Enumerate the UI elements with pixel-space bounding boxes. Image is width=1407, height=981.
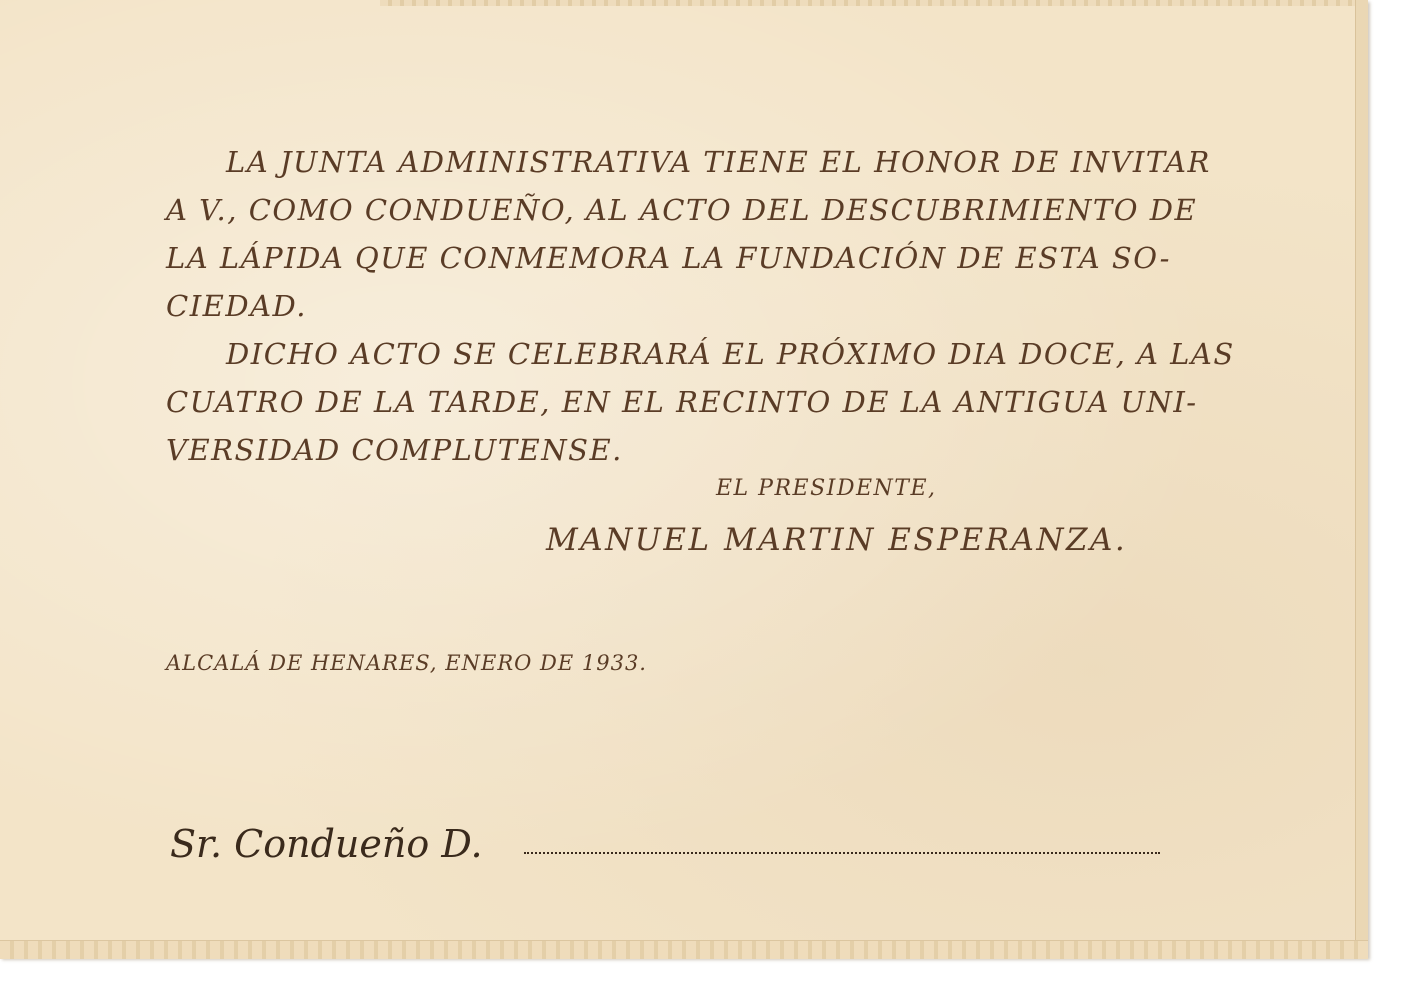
president-name: MANUEL MARTIN ESPERANZA. — [546, 522, 1128, 558]
paragraph2-line2: CUATRO DE LA TARDE, EN EL RECINTO DE LA ANTIGUA UNI- — [166, 385, 1198, 419]
place-date: ALCALÁ DE HENARES, ENERO DE 1933. — [166, 651, 647, 675]
recipient-label: Sr. Condueño D. — [170, 822, 483, 866]
card-deckle-edge-top — [380, 0, 1368, 6]
paragraph1-line3: LA LÁPIDA QUE CONMEMORA LA FUNDACIÓN DE ESTA SO- — [166, 241, 1171, 275]
recipient-name-dotted-line — [524, 852, 1160, 854]
card-deckle-edge-right — [1355, 0, 1368, 958]
president-label: EL PRESIDENTE, — [716, 476, 937, 501]
paragraph1-line1: LA JUNTA ADMINISTRATIVA TIENE EL HONOR DE INVITAR — [226, 145, 1211, 179]
paragraph1-line4: CIEDAD. — [166, 289, 307, 323]
paragraph1-line2: A V., COMO CONDUEÑO, AL ACTO DEL DESCUBRIMIENTO DE — [166, 193, 1198, 227]
card-deckle-edge-bottom — [0, 940, 1368, 959]
paragraph2-line3: VERSIDAD COMPLUTENSE. — [166, 433, 623, 467]
paragraph2-line1: DICHO ACTO SE CELEBRARÁ EL PRÓXIMO DIA DOCE, A LAS — [226, 337, 1235, 371]
